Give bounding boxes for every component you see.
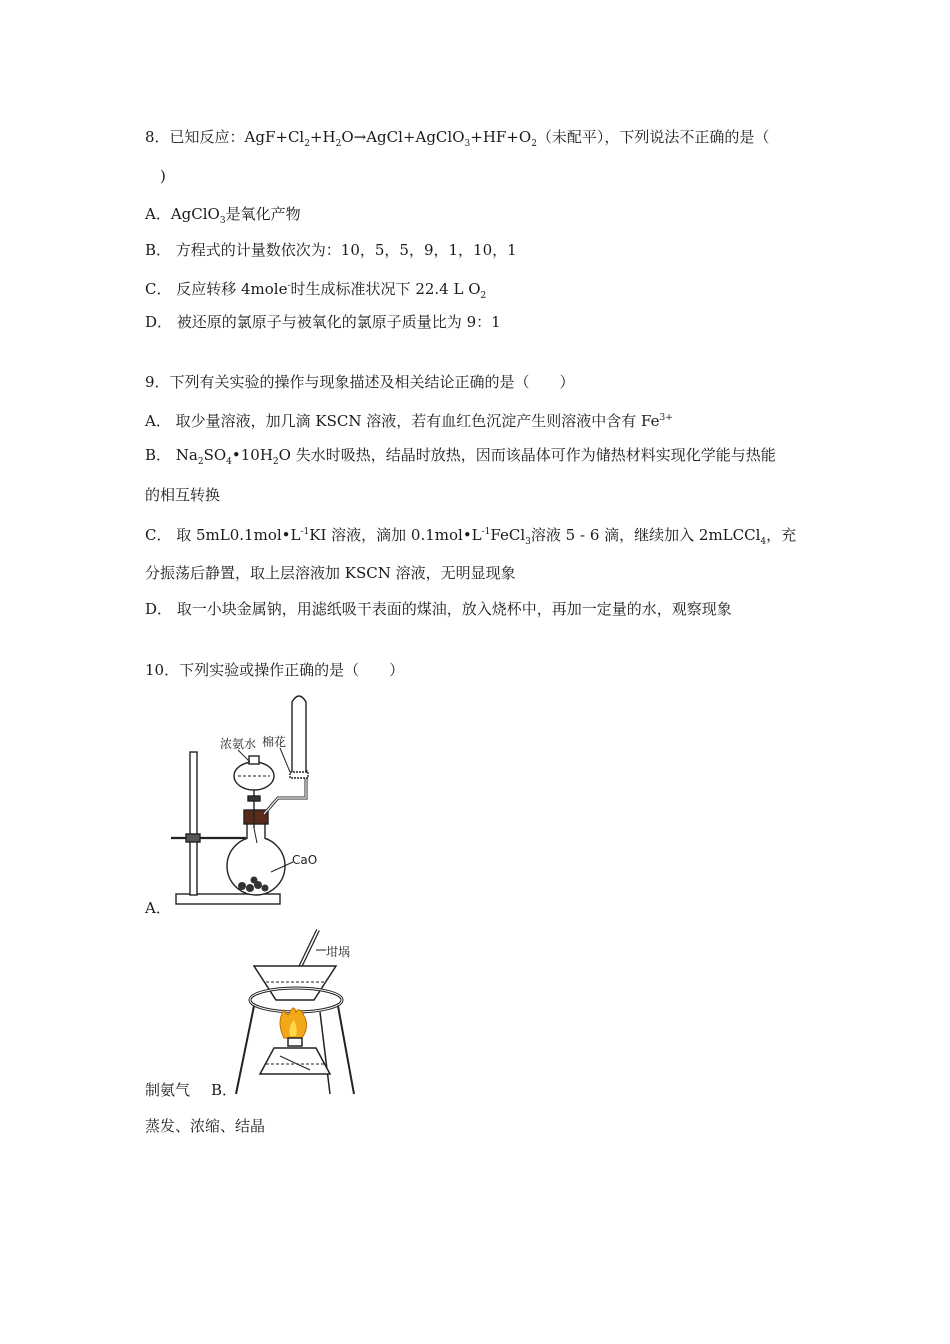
tripod-leg-left [236,1006,254,1094]
figure-b-evaporation-setup [232,926,382,1096]
q9-option-d: D． 取一小块金属钠，用滤纸吸干表面的煤油，放入烧杯中，再加一定量的水，观察现象 [145,600,732,618]
q9-option-c: C． 取 $5mL0.1mol•L^{-1}KI$ 溶液，滴加 $0.1mol•L^{-1}FeCl_3$溶液 5 - 6 滴，继续加入 2mLCCl$_4$，充 [145,526,797,547]
q9-option-a: A． 取少量溶液，加几滴 KSCN 溶液，若有血红色沉淀产生则溶液中含有 $Fe^{3+}$ [145,412,673,430]
lamp-wick-holder [288,1038,302,1046]
q8-option-b: B． 方程式的计量数依次为：10，5，5，9，1，10，1 [145,241,517,259]
q8-option-d: D． 被还原的氯原子与被氧化的氯原子质量比为 9：1 [145,313,501,331]
q10-option-b-label: B． [211,1081,238,1099]
alcohol-lamp [260,1048,330,1074]
q10-option-a-label: A． [145,899,171,917]
evaporating-dish [254,966,336,1000]
label-cao: CaO [292,853,318,867]
q9-option-b-cont: 的相互转换 [145,486,221,504]
label-crucible: 坩埚 [326,945,351,959]
label-cotton: 棉花 [262,735,287,749]
q10-option-b-caption: 蒸发、浓缩、结晶 [145,1117,266,1135]
figure-a-ammonia-apparatus [168,688,328,913]
cotton-plug [290,772,308,778]
funnel-stopcock [248,796,260,801]
q8-stem: 8．已知反应：$AgF+Cl_2+H_2O\to AgCl+AgClO_3+HF+O_2$（未配平），下列说法不正确的是（ [145,128,770,149]
q8-option-c: C． 反应转移 4mole-时生成标准状况下 22.4 L $O_2$ [145,280,487,301]
stand-rod [190,752,197,895]
q10-stem: 10．下列实验或操作正确的是（ ） [145,661,405,679]
q9-stem: 9．下列有关实验的操作与现象描述及相关结论正确的是（ ） [145,373,575,391]
q10-option-a-caption: 制氨气 [145,1081,191,1099]
q8-option-a: A．AgClO$_3$是氧化产物 [145,205,301,226]
inverted-test-tube [292,696,306,776]
q9-option-b: B． $Na_2SO_4•10H_2O$ 失水时吸热，结晶时放热，因而该晶体可作为储热材料实现化学能与热能 [145,446,776,467]
q9-option-c-cont: 分振荡后静置，取上层溶液加 KSCN 溶液，无明显现象 [145,564,516,582]
clamp-block [186,834,200,842]
tripod-leg-right [338,1006,354,1094]
label-ammonia: 浓氨水 [220,737,257,751]
q8-stem-cont: ) [160,167,166,185]
